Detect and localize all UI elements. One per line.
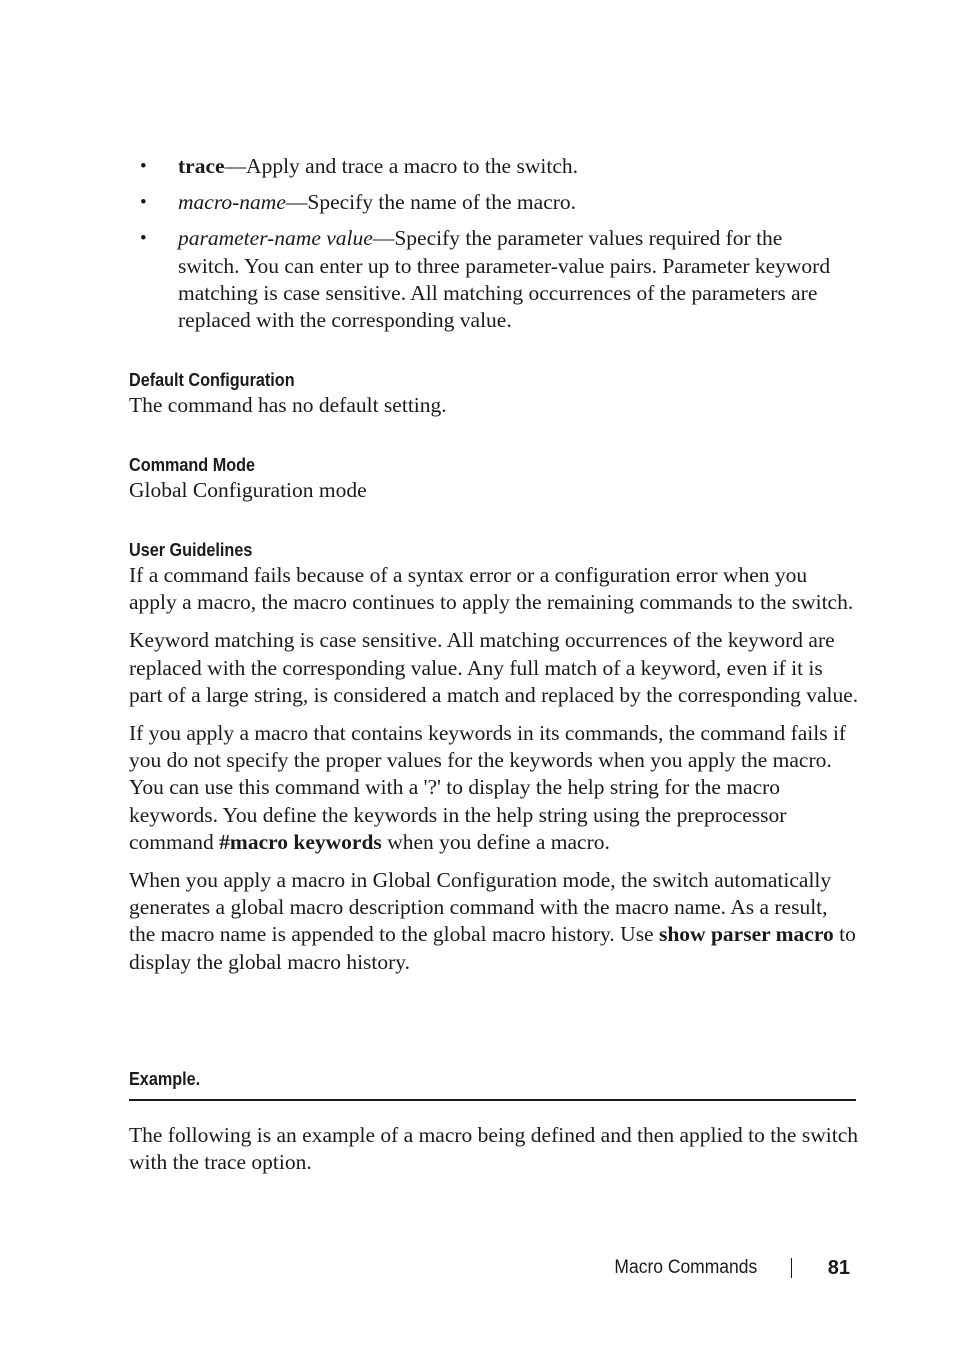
parameter-term: parameter-name value [178,226,373,251]
section-heading: Command Mode [129,455,256,475]
command-mode-section [129,453,859,515]
guideline-paragraph: Keyword matching is case sensitive. All matching occurrences of the keyword are replaced with the corresponding value. Any full match of a keyword, even if it is part of a large string, is considered a match and replaced by the corresponding value. [129,628,859,707]
text-run: when you define a macro. [381,829,610,854]
parameter-term: trace [178,154,225,178]
list-item [140,189,840,216]
list-item [140,225,840,334]
guideline-paragraph [129,867,859,976]
user-guidelines-section [129,538,859,987]
page-footer [602,1255,850,1281]
guideline-paragraph: If a command fails because of a syntax error or a configuration error when you apply a macro, the macro continues to apply the remaining commands to the switch. [129,563,854,615]
example-text: The following is an example of a macro being defined and then applied to the switch with the trace option. [129,1123,858,1175]
command-keyword: #macro keywords [219,829,382,854]
default-configuration-section [129,368,859,430]
section-text: Global Configuration mode [129,478,367,502]
text-run: When you apply a macro in Global Configuration mode, the switch automatically generates a global macro description command with the macro name. As a result, the macro name is appended to the global macro history. Use [129,868,832,947]
footer-divider [791,1258,792,1278]
list-item [140,153,840,180]
section-text: The command has no default setting. [129,393,447,417]
section-heading: User Guidelines [129,540,253,560]
text-run: If you apply a macro that contains keywords in its commands, the command fails if you do not specify the proper values for the keywords when you apply the macro. You can use this command with a '?' to display the help string for the macro keywords. You define the keywords in the help string using the preprocessor command [129,721,847,854]
parameter-term: macro-name [178,190,286,215]
parameter-description: —Specify the name of the macro. [285,190,577,215]
parameter-description: —Apply and trace a macro to the switch. [224,154,578,178]
example-divider [129,1099,856,1101]
example-section [129,1122,859,1187]
page-number: 81 [827,1256,850,1279]
guideline-paragraph [129,720,859,856]
text-run: to display the global macro history. [129,922,856,974]
section-heading: Example. [129,1069,201,1089]
parameter-list [140,153,840,343]
command-keyword: show parser macro [658,922,834,947]
example-heading-block [129,1067,859,1091]
footer-section-title: Macro Commands [613,1257,757,1278]
section-heading: Default Configuration [129,370,295,390]
parameter-description: —Specify the parameter values required for the switch. You can enter up to three parameter-value pairs. Parameter keyword matching is case sensitive. All matching occurrences of the parameters are replaced with the corresponding value. [178,226,831,333]
